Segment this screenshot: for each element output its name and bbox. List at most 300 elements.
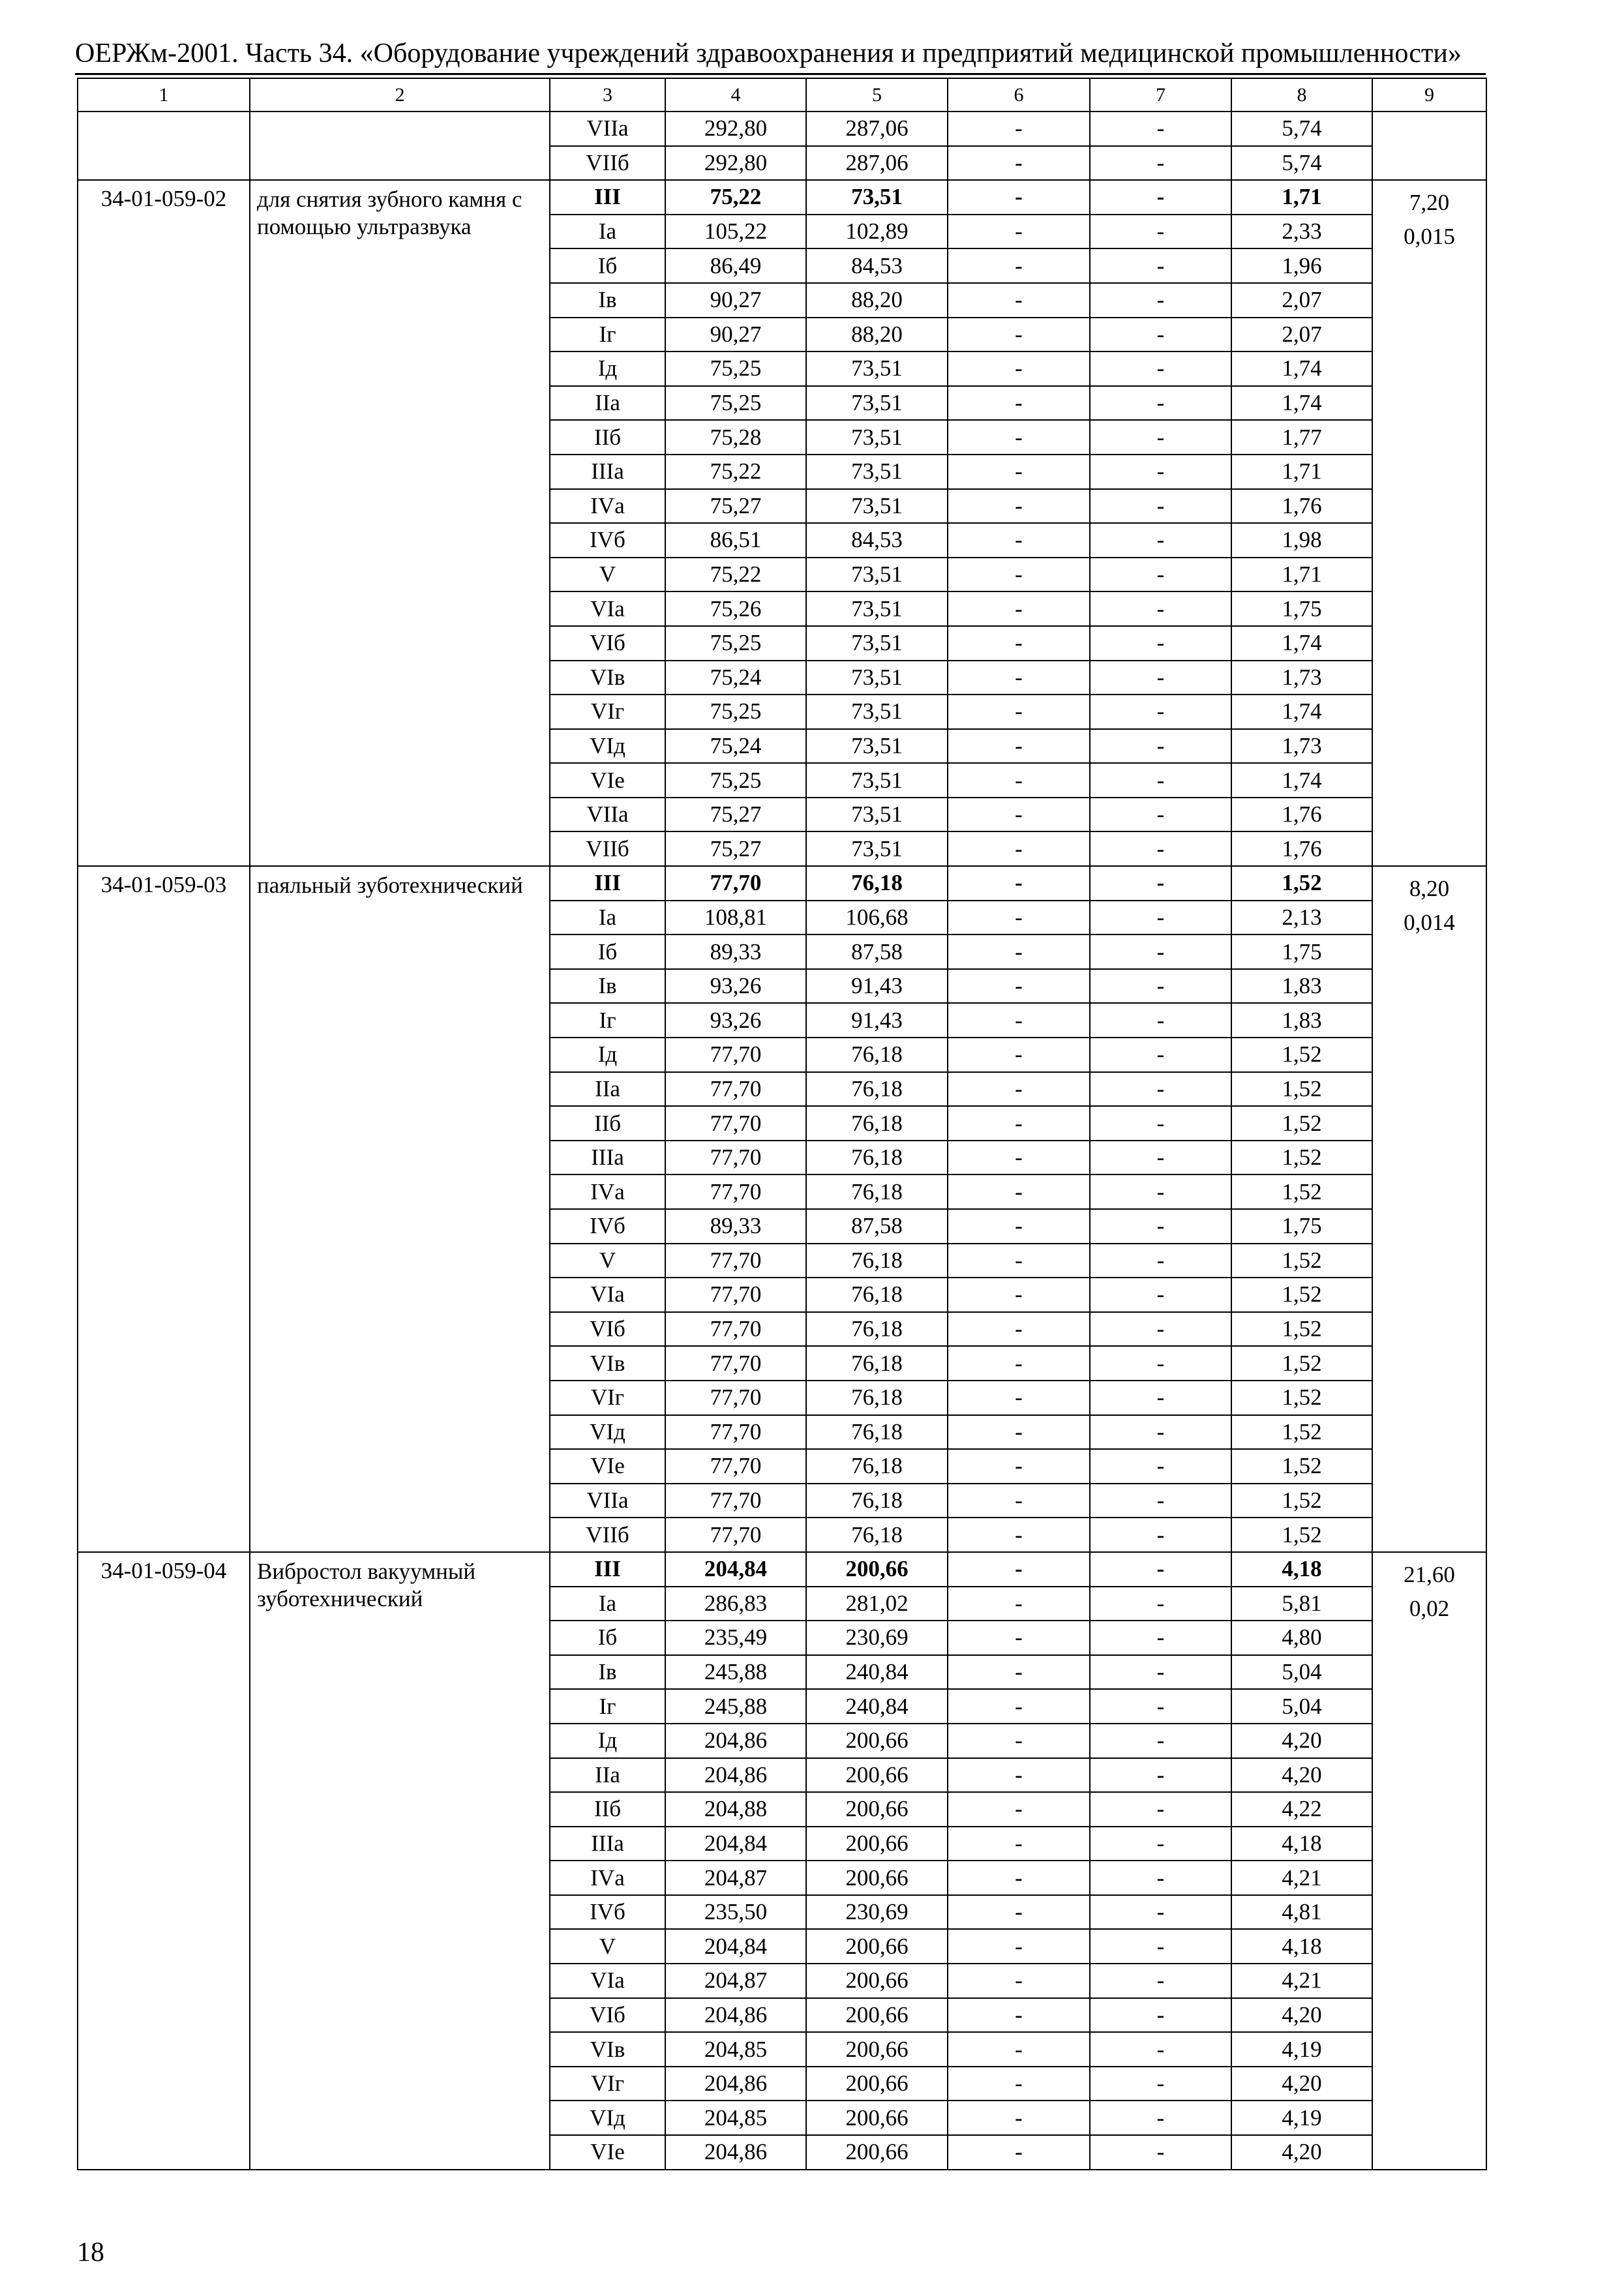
col4-value: 204,84 xyxy=(665,1929,806,1964)
col7-value: - xyxy=(1090,831,1231,866)
col6-value: - xyxy=(948,1929,1090,1964)
col8-value: 4,18 xyxy=(1231,1552,1372,1587)
col4-value: 108,81 xyxy=(665,901,806,935)
col7-value: - xyxy=(1090,1106,1231,1141)
col7-value: - xyxy=(1090,112,1231,146)
zone-cell: IIа xyxy=(550,386,665,421)
col5-value: 200,66 xyxy=(806,2135,948,2170)
zone-cell: Iб xyxy=(550,1621,665,1655)
col6-value: - xyxy=(948,2067,1090,2101)
col7-value: - xyxy=(1090,1792,1231,1827)
col6-value: - xyxy=(948,1689,1090,1724)
col8-value: 1,74 xyxy=(1231,763,1372,798)
col6-value: - xyxy=(948,763,1090,798)
col7-value: - xyxy=(1090,248,1231,283)
zone-cell: IVа xyxy=(550,1861,665,1895)
col7-value: - xyxy=(1090,1174,1231,1209)
col8-value: 1,52 xyxy=(1231,1278,1372,1312)
col6-value: - xyxy=(948,866,1090,901)
col7-value: - xyxy=(1090,1038,1231,1072)
col9-value: 8,20 xyxy=(1409,876,1450,902)
col4-value: 204,85 xyxy=(665,2101,806,2135)
col6-value: - xyxy=(948,420,1090,455)
col7-value: - xyxy=(1090,1758,1231,1793)
col4-value: 75,27 xyxy=(665,798,806,832)
col7-value: - xyxy=(1090,866,1231,901)
col7-value: - xyxy=(1090,352,1231,386)
col6-value: - xyxy=(948,1792,1090,1827)
zone-cell: IIIа xyxy=(550,1827,665,1861)
col5-value: 200,66 xyxy=(806,1861,948,1895)
col8-value: 1,83 xyxy=(1231,1003,1372,1038)
col7-value: - xyxy=(1090,1827,1231,1861)
col7-value: - xyxy=(1090,1381,1231,1415)
zone-cell: VIв xyxy=(550,2032,665,2067)
zone-cell: VIIа xyxy=(550,1484,665,1518)
col4-value: 75,25 xyxy=(665,386,806,421)
column-number: 2 xyxy=(250,78,550,112)
column-number-row xyxy=(78,78,1486,112)
col7-value: - xyxy=(1090,420,1231,455)
code-cell: 34-01-059-04 xyxy=(78,1552,250,2170)
col4-value: 204,84 xyxy=(665,1827,806,1861)
zone-cell: III xyxy=(550,180,665,215)
col6-value: - xyxy=(948,2032,1090,2067)
col7-value: - xyxy=(1090,215,1231,249)
col7-value: - xyxy=(1090,1587,1231,1621)
col8-value: 1,74 xyxy=(1231,386,1372,421)
col6-value: - xyxy=(948,1003,1090,1038)
zone-cell: IIб xyxy=(550,1106,665,1141)
col8-value: 1,74 xyxy=(1231,352,1372,386)
column-number: 5 xyxy=(806,78,948,112)
col5-value: 76,18 xyxy=(806,1278,948,1312)
col7-value: - xyxy=(1090,146,1231,181)
col4-value: 86,49 xyxy=(665,248,806,283)
col5-value: 87,58 xyxy=(806,1209,948,1244)
col6-value: - xyxy=(948,180,1090,215)
col8-value: 1,83 xyxy=(1231,969,1372,1004)
zone-cell: VIд xyxy=(550,2101,665,2135)
col7-value: - xyxy=(1090,1964,1231,1998)
col4-value: 204,86 xyxy=(665,2067,806,2101)
col8-value: 1,73 xyxy=(1231,729,1372,764)
col5-value: 200,66 xyxy=(806,2101,948,2135)
col4-value: 77,70 xyxy=(665,1174,806,1209)
col9-cell xyxy=(1372,866,1486,1552)
zone-cell: III xyxy=(550,866,665,901)
col8-value: 1,75 xyxy=(1231,1209,1372,1244)
col7-value: - xyxy=(1090,386,1231,421)
col5-value: 73,51 xyxy=(806,661,948,695)
zone-cell: IIа xyxy=(550,1072,665,1107)
zone-cell: III xyxy=(550,1552,665,1587)
col6-value: - xyxy=(948,831,1090,866)
col7-value: - xyxy=(1090,763,1231,798)
col7-value: - xyxy=(1090,2135,1231,2170)
col7-value: - xyxy=(1090,1895,1231,1930)
col9-value: 0,014 xyxy=(1404,910,1455,936)
col4-value: 93,26 xyxy=(665,1003,806,1038)
table-row xyxy=(78,1552,1486,1587)
col8-value: 4,22 xyxy=(1231,1792,1372,1827)
col4-value: 292,80 xyxy=(665,146,806,181)
col6-value: - xyxy=(948,1655,1090,1690)
zone-cell: VIг xyxy=(550,2067,665,2101)
col4-value: 77,70 xyxy=(665,1312,806,1347)
col4-value: 77,70 xyxy=(665,1449,806,1484)
col6-value: - xyxy=(948,1038,1090,1072)
zone-cell: VIе xyxy=(550,2135,665,2170)
column-number: 3 xyxy=(550,78,665,112)
table-row xyxy=(78,866,1486,901)
col7-value: - xyxy=(1090,318,1231,352)
col8-value: 1,73 xyxy=(1231,661,1372,695)
col8-value: 4,21 xyxy=(1231,1861,1372,1895)
col6-value: - xyxy=(948,523,1090,558)
col6-value: - xyxy=(948,1072,1090,1107)
zone-cell: IIIа xyxy=(550,455,665,489)
col8-value: 4,20 xyxy=(1231,2135,1372,2170)
col4-value: 204,86 xyxy=(665,1998,806,2033)
col8-value: 2,13 xyxy=(1231,901,1372,935)
zone-cell: V xyxy=(550,558,665,592)
col5-value: 73,51 xyxy=(806,558,948,592)
name-cell xyxy=(250,112,550,180)
col4-value: 286,83 xyxy=(665,1587,806,1621)
col7-value: - xyxy=(1090,695,1231,729)
col5-value: 73,51 xyxy=(806,352,948,386)
col6-value: - xyxy=(948,2101,1090,2135)
col5-value: 76,18 xyxy=(806,1415,948,1450)
col4-value: 75,22 xyxy=(665,558,806,592)
col6-value: - xyxy=(948,1827,1090,1861)
col4-value: 77,70 xyxy=(665,1346,806,1381)
zone-cell: Iд xyxy=(550,1038,665,1072)
col4-value: 75,22 xyxy=(665,455,806,489)
col8-value: 1,52 xyxy=(1231,1346,1372,1381)
col5-value: 200,66 xyxy=(806,1998,948,2033)
col6-value: - xyxy=(948,969,1090,1004)
col7-value: - xyxy=(1090,1998,1231,2033)
col6-value: - xyxy=(948,661,1090,695)
col8-value: 1,52 xyxy=(1231,1518,1372,1552)
col4-value: 77,70 xyxy=(665,1072,806,1107)
col6-value: - xyxy=(948,1621,1090,1655)
col5-value: 84,53 xyxy=(806,523,948,558)
col6-value: - xyxy=(948,1518,1090,1552)
header-rule xyxy=(75,73,1486,75)
col5-value: 73,51 xyxy=(806,695,948,729)
col5-value: 76,18 xyxy=(806,1106,948,1141)
col5-value: 76,18 xyxy=(806,1484,948,1518)
zone-cell: Iа xyxy=(550,901,665,935)
col5-value: 76,18 xyxy=(806,1312,948,1347)
col5-value: 73,51 xyxy=(806,591,948,626)
col7-value: - xyxy=(1090,1552,1231,1587)
page-number: 18 xyxy=(77,2237,104,2267)
zone-cell: VIв xyxy=(550,1346,665,1381)
col8-value: 5,74 xyxy=(1231,112,1372,146)
col8-value: 5,04 xyxy=(1231,1689,1372,1724)
col5-value: 240,84 xyxy=(806,1689,948,1724)
col6-value: - xyxy=(948,318,1090,352)
col7-value: - xyxy=(1090,489,1231,524)
code-cell: 34-01-059-02 xyxy=(78,180,250,866)
col8-value: 2,07 xyxy=(1231,318,1372,352)
col8-value: 1,76 xyxy=(1231,798,1372,832)
col8-value: 2,33 xyxy=(1231,215,1372,249)
col6-value: - xyxy=(948,591,1090,626)
zone-cell: VIIа xyxy=(550,112,665,146)
col8-value: 1,76 xyxy=(1231,489,1372,524)
col6-value: - xyxy=(948,146,1090,181)
col7-value: - xyxy=(1090,661,1231,695)
col6-value: - xyxy=(948,2135,1090,2170)
table-row xyxy=(78,112,1486,146)
col7-value: - xyxy=(1090,523,1231,558)
col5-value: 200,66 xyxy=(806,2032,948,2067)
col4-value: 75,22 xyxy=(665,180,806,215)
col4-value: 77,70 xyxy=(665,1244,806,1278)
zone-cell: VIIб xyxy=(550,831,665,866)
zone-cell: IIб xyxy=(550,420,665,455)
col4-value: 245,88 xyxy=(665,1689,806,1724)
col7-value: - xyxy=(1090,1141,1231,1175)
col7-value: - xyxy=(1090,626,1231,661)
col5-value: 106,68 xyxy=(806,901,948,935)
col8-value: 5,74 xyxy=(1231,146,1372,181)
col5-value: 91,43 xyxy=(806,1003,948,1038)
col8-value: 1,52 xyxy=(1231,1312,1372,1347)
col6-value: - xyxy=(948,626,1090,661)
col6-value: - xyxy=(948,1141,1090,1175)
zone-cell: VIа xyxy=(550,1964,665,1998)
zone-cell: IIа xyxy=(550,1758,665,1793)
col5-value: 73,51 xyxy=(806,763,948,798)
col4-value: 204,88 xyxy=(665,1792,806,1827)
col5-value: 88,20 xyxy=(806,283,948,318)
col5-value: 73,51 xyxy=(806,386,948,421)
col8-value: 4,20 xyxy=(1231,1758,1372,1793)
col7-value: - xyxy=(1090,1655,1231,1690)
col4-value: 75,24 xyxy=(665,729,806,764)
col6-value: - xyxy=(948,489,1090,524)
col8-value: 1,52 xyxy=(1231,1484,1372,1518)
zone-cell: VIIб xyxy=(550,146,665,181)
col5-value: 84,53 xyxy=(806,248,948,283)
col5-value: 88,20 xyxy=(806,318,948,352)
col6-value: - xyxy=(948,215,1090,249)
col7-value: - xyxy=(1090,1929,1231,1964)
col4-value: 75,25 xyxy=(665,695,806,729)
col4-value: 77,70 xyxy=(665,1141,806,1175)
col8-value: 1,75 xyxy=(1231,935,1372,969)
zone-cell: IVа xyxy=(550,489,665,524)
zone-cell: VIд xyxy=(550,729,665,764)
col5-value: 200,66 xyxy=(806,1552,948,1587)
col6-value: - xyxy=(948,1312,1090,1347)
col7-value: - xyxy=(1090,1346,1231,1381)
col4-value: 89,33 xyxy=(665,1209,806,1244)
col8-value: 1,52 xyxy=(1231,1174,1372,1209)
col4-value: 75,25 xyxy=(665,626,806,661)
col4-value: 75,28 xyxy=(665,420,806,455)
col6-value: - xyxy=(948,1895,1090,1930)
col6-value: - xyxy=(948,1552,1090,1587)
col9-cell xyxy=(1372,1552,1486,2170)
col5-value: 76,18 xyxy=(806,1174,948,1209)
col8-value: 1,52 xyxy=(1231,1381,1372,1415)
name-cell: Вибростол вакуумный зуботехнический xyxy=(250,1552,550,2170)
col7-value: - xyxy=(1090,1724,1231,1758)
col5-value: 73,51 xyxy=(806,420,948,455)
col7-value: - xyxy=(1090,2032,1231,2067)
col8-value: 4,20 xyxy=(1231,2067,1372,2101)
column-number: 9 xyxy=(1372,78,1486,112)
col6-value: - xyxy=(948,1724,1090,1758)
col8-value: 1,52 xyxy=(1231,1244,1372,1278)
zone-cell: Iг xyxy=(550,1003,665,1038)
col5-value: 73,51 xyxy=(806,729,948,764)
col5-value: 200,66 xyxy=(806,2067,948,2101)
col9-value: 21,60 xyxy=(1404,1561,1455,1587)
col7-value: - xyxy=(1090,729,1231,764)
col7-value: - xyxy=(1090,1244,1231,1278)
col4-value: 105,22 xyxy=(665,215,806,249)
col6-value: - xyxy=(948,352,1090,386)
col7-value: - xyxy=(1090,969,1231,1004)
zone-cell: V xyxy=(550,1244,665,1278)
col9-cell xyxy=(1372,112,1486,180)
col7-value: - xyxy=(1090,1621,1231,1655)
zone-cell: Iа xyxy=(550,1587,665,1621)
col4-value: 75,27 xyxy=(665,831,806,866)
zone-cell: IVа xyxy=(550,1174,665,1209)
col8-value: 5,04 xyxy=(1231,1655,1372,1690)
zone-cell: Iв xyxy=(550,1655,665,1690)
column-number: 4 xyxy=(665,78,806,112)
col6-value: - xyxy=(948,558,1090,592)
col5-value: 73,51 xyxy=(806,455,948,489)
col4-value: 75,24 xyxy=(665,661,806,695)
table-row xyxy=(78,180,1486,215)
col7-value: - xyxy=(1090,455,1231,489)
zone-cell: VIе xyxy=(550,1449,665,1484)
col5-value: 76,18 xyxy=(806,1449,948,1484)
col4-value: 86,51 xyxy=(665,523,806,558)
col8-value: 1,75 xyxy=(1231,591,1372,626)
col8-value: 1,71 xyxy=(1231,180,1372,215)
col9-value: 0,015 xyxy=(1404,224,1455,250)
col4-value: 77,70 xyxy=(665,1518,806,1552)
col5-value: 230,69 xyxy=(806,1621,948,1655)
col5-value: 73,51 xyxy=(806,831,948,866)
col5-value: 73,51 xyxy=(806,626,948,661)
zone-cell: Iв xyxy=(550,969,665,1004)
col6-value: - xyxy=(948,1106,1090,1141)
col8-value: 4,20 xyxy=(1231,1998,1372,2033)
col4-value: 235,50 xyxy=(665,1895,806,1930)
col7-value: - xyxy=(1090,1518,1231,1552)
zone-cell: V xyxy=(550,1929,665,1964)
col7-value: - xyxy=(1090,798,1231,832)
col5-value: 230,69 xyxy=(806,1895,948,1930)
zone-cell: IIIа xyxy=(550,1141,665,1175)
col4-value: 90,27 xyxy=(665,283,806,318)
zone-cell: VIа xyxy=(550,1278,665,1312)
column-number: 7 xyxy=(1090,78,1231,112)
col8-value: 1,52 xyxy=(1231,866,1372,901)
col5-value: 76,18 xyxy=(806,1038,948,1072)
col5-value: 287,06 xyxy=(806,146,948,181)
col8-value: 5,81 xyxy=(1231,1587,1372,1621)
col8-value: 1,71 xyxy=(1231,455,1372,489)
column-number: 8 xyxy=(1231,78,1372,112)
col4-value: 77,70 xyxy=(665,866,806,901)
col7-value: - xyxy=(1090,1861,1231,1895)
col5-value: 87,58 xyxy=(806,935,948,969)
col4-value: 90,27 xyxy=(665,318,806,352)
zone-cell: VIе xyxy=(550,763,665,798)
col4-value: 292,80 xyxy=(665,112,806,146)
col5-value: 73,51 xyxy=(806,180,948,215)
col6-value: - xyxy=(948,798,1090,832)
zone-cell: VIг xyxy=(550,1381,665,1415)
col6-value: - xyxy=(948,1484,1090,1518)
zone-cell: VIIа xyxy=(550,798,665,832)
col4-value: 204,87 xyxy=(665,1861,806,1895)
col5-value: 200,66 xyxy=(806,1929,948,1964)
col8-value: 1,52 xyxy=(1231,1072,1372,1107)
col7-value: - xyxy=(1090,1484,1231,1518)
col7-value: - xyxy=(1090,180,1231,215)
col5-value: 73,51 xyxy=(806,489,948,524)
col6-value: - xyxy=(948,386,1090,421)
zone-cell: VIб xyxy=(550,1312,665,1347)
col6-value: - xyxy=(948,1174,1090,1209)
col4-value: 77,70 xyxy=(665,1484,806,1518)
col4-value: 77,70 xyxy=(665,1038,806,1072)
col5-value: 76,18 xyxy=(806,1518,948,1552)
col7-value: - xyxy=(1090,901,1231,935)
col8-value: 4,21 xyxy=(1231,1964,1372,1998)
col6-value: - xyxy=(948,1964,1090,1998)
col5-value: 73,51 xyxy=(806,798,948,832)
rates-table xyxy=(77,78,1487,2170)
col6-value: - xyxy=(948,1278,1090,1312)
col6-value: - xyxy=(948,1244,1090,1278)
col8-value: 4,19 xyxy=(1231,2032,1372,2067)
col4-value: 93,26 xyxy=(665,969,806,1004)
col6-value: - xyxy=(948,1861,1090,1895)
zone-cell: Iд xyxy=(550,1724,665,1758)
col6-value: - xyxy=(948,695,1090,729)
zone-cell: IVб xyxy=(550,523,665,558)
col5-value: 76,18 xyxy=(806,1381,948,1415)
col8-value: 1,74 xyxy=(1231,626,1372,661)
col5-value: 240,84 xyxy=(806,1655,948,1690)
zone-cell: Iг xyxy=(550,318,665,352)
col5-value: 200,66 xyxy=(806,1792,948,1827)
zone-cell: Iг xyxy=(550,1689,665,1724)
col8-value: 1,52 xyxy=(1231,1449,1372,1484)
col7-value: - xyxy=(1090,591,1231,626)
col8-value: 4,20 xyxy=(1231,1724,1372,1758)
col5-value: 102,89 xyxy=(806,215,948,249)
zone-cell: VIа xyxy=(550,591,665,626)
name-cell: паяльный зуботехнический xyxy=(250,866,550,1552)
